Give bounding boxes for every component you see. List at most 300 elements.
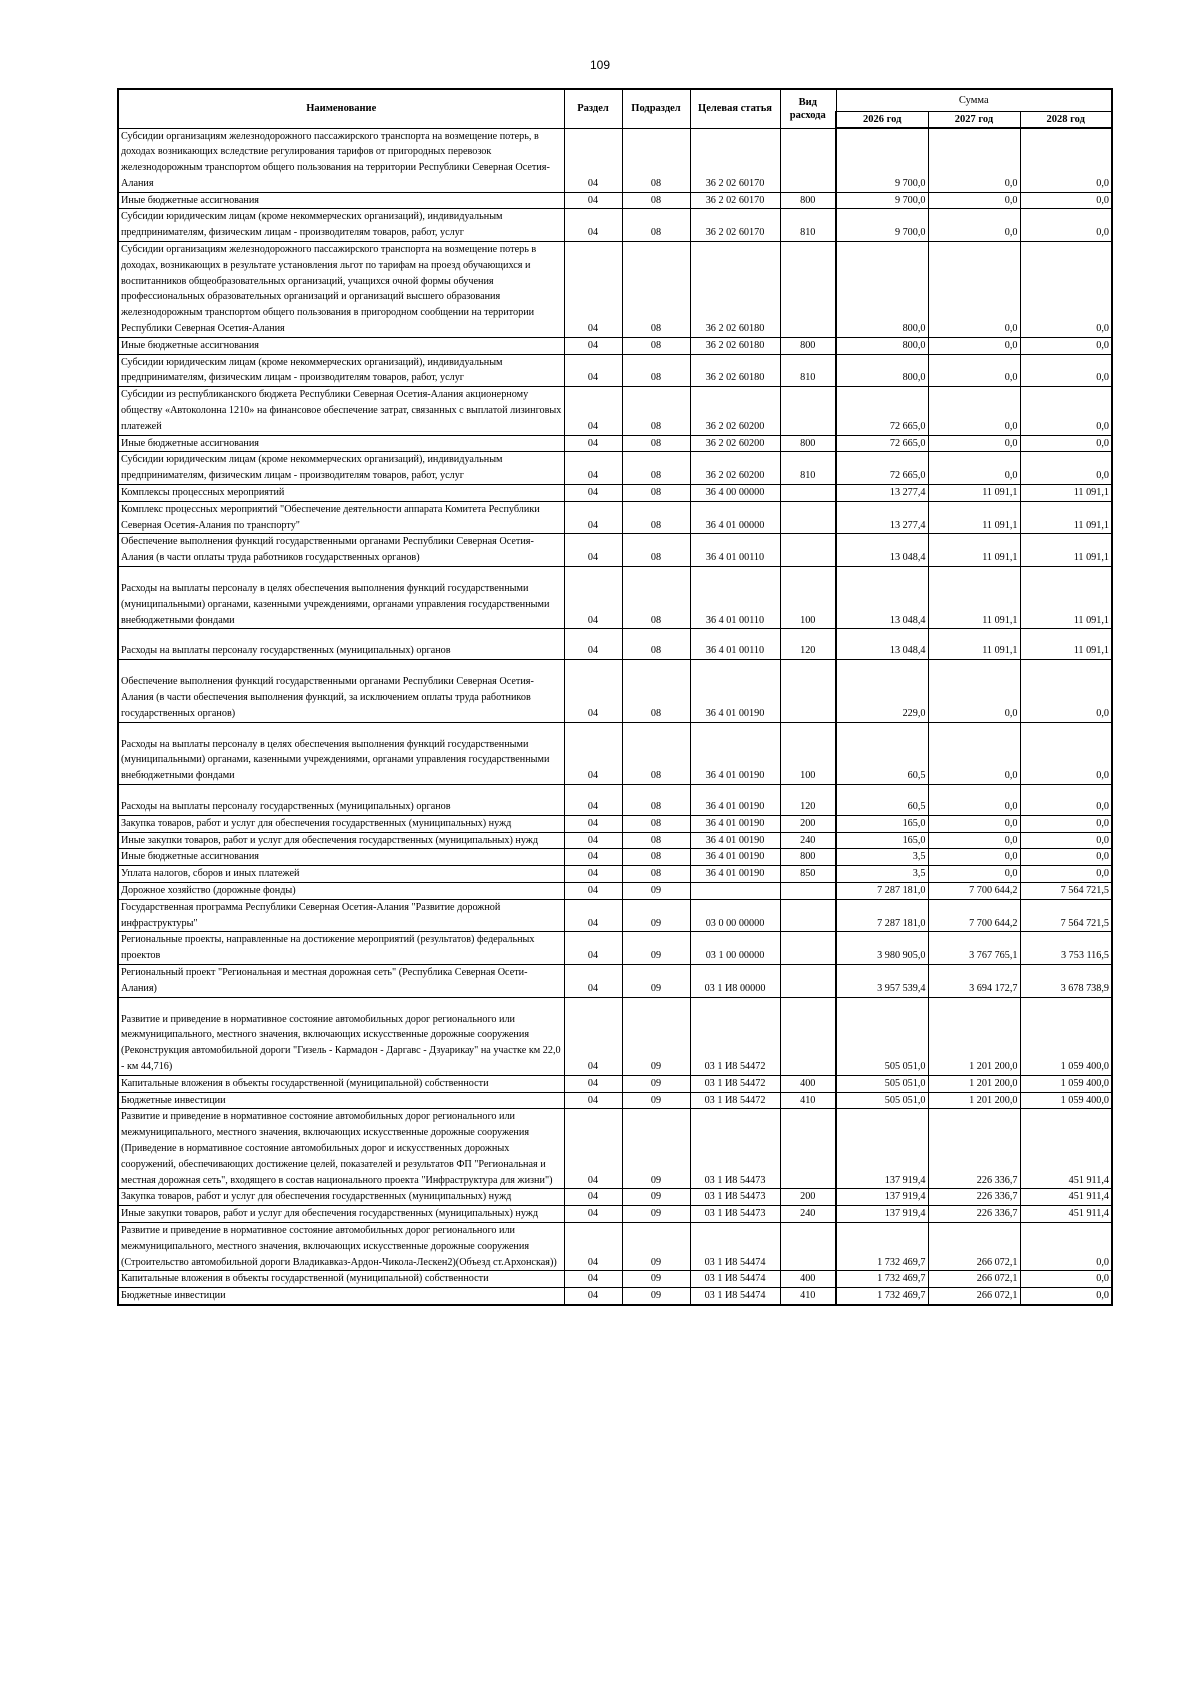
- cell-expense-type: 810: [780, 452, 836, 485]
- cell-section: 04: [564, 242, 622, 338]
- cell-2026: 1 732 469,7: [836, 1222, 928, 1270]
- cell-section: 04: [564, 501, 622, 534]
- cell-section: 04: [564, 866, 622, 883]
- cell-section: 04: [564, 784, 622, 815]
- cell-subsection: 09: [622, 1288, 690, 1305]
- cell-section: 04: [564, 387, 622, 435]
- cell-subsection: 08: [622, 629, 690, 660]
- cell-target: 36 2 02 60180: [690, 354, 780, 387]
- table-row: [118, 242, 1112, 338]
- cell-section: 04: [564, 567, 622, 629]
- cell-2027: 226 336,7: [928, 1189, 1020, 1206]
- cell-2026: 9 700,0: [836, 192, 928, 209]
- cell-2026: 505 051,0: [836, 1092, 928, 1109]
- cell-2028: 451 911,4: [1020, 1109, 1112, 1189]
- cell-section: 04: [564, 128, 622, 192]
- cell-2028: 3 753 116,5: [1020, 932, 1112, 965]
- cell-subsection: 09: [622, 932, 690, 965]
- header-expense-type: Вид расхода: [780, 89, 836, 128]
- cell-section: 04: [564, 209, 622, 242]
- cell-2026: 505 051,0: [836, 997, 928, 1075]
- cell-expense-type: [780, 964, 836, 997]
- cell-expense-type: 810: [780, 354, 836, 387]
- cell-expense-type: [780, 387, 836, 435]
- cell-2026: 13 048,4: [836, 534, 928, 567]
- cell-name: Уплата налогов, сборов и иных платежей: [118, 866, 564, 883]
- cell-2028: 7 564 721,5: [1020, 899, 1112, 932]
- cell-name: Комплексы процессных мероприятий: [118, 485, 564, 502]
- cell-name: Комплекс процессных мероприятий "Обеспечение деятельности аппарата Комитета Республики Северная Осетия-Алания по транспорту": [118, 501, 564, 534]
- cell-expense-type: 400: [780, 1075, 836, 1092]
- cell-target: 03 1 И8 54473: [690, 1109, 780, 1189]
- cell-section: 04: [564, 932, 622, 965]
- table-row: [118, 932, 1112, 965]
- cell-subsection: 08: [622, 128, 690, 192]
- cell-name: Субсидии из республиканского бюджета Республики Северная Осетия-Алания акционерному обществу «Автоколонна 1210» на финансовое обеспечение затрат, связанных с выплатой лизинговых платежей: [118, 387, 564, 435]
- cell-expense-type: [780, 882, 836, 899]
- header-2028: 2028 год: [1020, 112, 1112, 129]
- cell-target: 03 1 И8 00000: [690, 964, 780, 997]
- cell-2027: 266 072,1: [928, 1288, 1020, 1305]
- cell-expense-type: 200: [780, 1189, 836, 1206]
- cell-subsection: 08: [622, 784, 690, 815]
- cell-2028: 1 059 400,0: [1020, 1075, 1112, 1092]
- cell-section: 04: [564, 722, 622, 784]
- cell-section: 04: [564, 1288, 622, 1305]
- cell-2027: 226 336,7: [928, 1206, 1020, 1223]
- cell-2026: 800,0: [836, 242, 928, 338]
- cell-subsection: 08: [622, 722, 690, 784]
- table-row: [118, 899, 1112, 932]
- cell-2028: 0,0: [1020, 722, 1112, 784]
- cell-name: Развитие и приведение в нормативное состояние автомобильных дорог регионального или межмуниципального, местного значения, включающих искусственные дорожные сооружения (Строительство автомобильной дороги Владикавказ-Ардон-Чикола-Лескен2)(Объезд ст.Архонская)): [118, 1222, 564, 1270]
- cell-section: 04: [564, 1222, 622, 1270]
- cell-name: Расходы на выплаты персоналу в целях обеспечения выполнения функций государственными (муниципальными) органами, казенными учреждениями, органами управления государственными внебюджетными фондами: [118, 722, 564, 784]
- cell-2026: 13 048,4: [836, 629, 928, 660]
- cell-section: 04: [564, 849, 622, 866]
- table-row: [118, 997, 1112, 1075]
- cell-2027: 0,0: [928, 452, 1020, 485]
- table-row: [118, 1288, 1112, 1305]
- cell-2026: 3,5: [836, 849, 928, 866]
- table-row: [118, 832, 1112, 849]
- cell-2027: 1 201 200,0: [928, 1075, 1020, 1092]
- cell-2027: 0,0: [928, 128, 1020, 192]
- table-row: [118, 1222, 1112, 1270]
- cell-expense-type: 120: [780, 629, 836, 660]
- cell-2026: 7 287 181,0: [836, 882, 928, 899]
- cell-subsection: 09: [622, 1222, 690, 1270]
- cell-name: Субсидии юридическим лицам (кроме некоммерческих организаций), индивидуальным предпринимателям, физическим лицам - производителям товаров, работ, услуг: [118, 209, 564, 242]
- table-row: [118, 192, 1112, 209]
- cell-name: Иные бюджетные ассигнования: [118, 192, 564, 209]
- cell-expense-type: [780, 1109, 836, 1189]
- cell-name: Региональные проекты, направленные на достижение мероприятий (результатов) федеральных проектов: [118, 932, 564, 965]
- table-row: [118, 882, 1112, 899]
- cell-2026: 9 700,0: [836, 209, 928, 242]
- cell-2027: 266 072,1: [928, 1271, 1020, 1288]
- cell-target: [690, 882, 780, 899]
- cell-section: 04: [564, 1092, 622, 1109]
- cell-2027: 0,0: [928, 192, 1020, 209]
- cell-name: Иные закупки товаров, работ и услуг для обеспечения государственных (муниципальных) нужд: [118, 1206, 564, 1223]
- table-row: [118, 866, 1112, 883]
- cell-subsection: 08: [622, 567, 690, 629]
- cell-2028: 451 911,4: [1020, 1206, 1112, 1223]
- cell-name: Иные бюджетные ассигнования: [118, 435, 564, 452]
- cell-expense-type: [780, 485, 836, 502]
- cell-2028: 1 059 400,0: [1020, 997, 1112, 1075]
- table-row: [118, 1075, 1112, 1092]
- cell-expense-type: [780, 997, 836, 1075]
- cell-subsection: 08: [622, 866, 690, 883]
- table-row: [118, 629, 1112, 660]
- cell-2026: 3 980 905,0: [836, 932, 928, 965]
- cell-2027: 0,0: [928, 849, 1020, 866]
- cell-target: 36 4 01 00190: [690, 849, 780, 866]
- cell-2028: 0,0: [1020, 1222, 1112, 1270]
- cell-subsection: 08: [622, 501, 690, 534]
- cell-target: 36 4 01 00190: [690, 660, 780, 722]
- cell-2028: 0,0: [1020, 354, 1112, 387]
- cell-section: 04: [564, 660, 622, 722]
- cell-section: 04: [564, 832, 622, 849]
- cell-2028: 0,0: [1020, 452, 1112, 485]
- cell-section: 04: [564, 1109, 622, 1189]
- cell-subsection: 09: [622, 1075, 690, 1092]
- cell-subsection: 08: [622, 832, 690, 849]
- table-row: [118, 534, 1112, 567]
- table-row: [118, 784, 1112, 815]
- cell-subsection: 09: [622, 997, 690, 1075]
- table-row: [118, 815, 1112, 832]
- cell-2026: 72 665,0: [836, 452, 928, 485]
- table-row: [118, 660, 1112, 722]
- cell-2028: 3 678 738,9: [1020, 964, 1112, 997]
- cell-target: 03 0 00 00000: [690, 899, 780, 932]
- cell-section: 04: [564, 629, 622, 660]
- cell-target: 36 2 02 60170: [690, 209, 780, 242]
- cell-section: 04: [564, 1075, 622, 1092]
- cell-section: 04: [564, 485, 622, 502]
- cell-name: Расходы на выплаты персоналу в целях обеспечения выполнения функций государственными (муниципальными) органами, казенными учреждениями, органами управления государственными внебюджетными фондами: [118, 567, 564, 629]
- table-row: [118, 128, 1112, 192]
- cell-subsection: 08: [622, 534, 690, 567]
- cell-target: 03 1 И8 54472: [690, 1075, 780, 1092]
- header-2026: 2026 год: [836, 112, 928, 129]
- cell-2026: 72 665,0: [836, 435, 928, 452]
- cell-2027: 11 091,1: [928, 485, 1020, 502]
- table-row: [118, 387, 1112, 435]
- table-row: [118, 452, 1112, 485]
- cell-target: 36 2 02 60170: [690, 128, 780, 192]
- cell-2028: 11 091,1: [1020, 501, 1112, 534]
- cell-target: 36 2 02 60180: [690, 337, 780, 354]
- cell-section: 04: [564, 354, 622, 387]
- cell-subsection: 08: [622, 192, 690, 209]
- cell-2028: 0,0: [1020, 849, 1112, 866]
- cell-subsection: 09: [622, 882, 690, 899]
- table-row: [118, 1092, 1112, 1109]
- header-2027: 2027 год: [928, 112, 1020, 129]
- cell-2027: 0,0: [928, 435, 1020, 452]
- table-row: [118, 849, 1112, 866]
- table-row: [118, 1206, 1112, 1223]
- cell-expense-type: [780, 932, 836, 965]
- table-row: [118, 722, 1112, 784]
- cell-name: Капитальные вложения в объекты государственной (муниципальной) собственности: [118, 1075, 564, 1092]
- cell-subsection: 09: [622, 1189, 690, 1206]
- cell-section: 04: [564, 435, 622, 452]
- header-subsection: Подраздел: [622, 89, 690, 128]
- cell-section: 04: [564, 534, 622, 567]
- cell-2027: 0,0: [928, 832, 1020, 849]
- cell-2026: 1 732 469,7: [836, 1271, 928, 1288]
- cell-subsection: 09: [622, 1109, 690, 1189]
- cell-target: 36 4 01 00190: [690, 722, 780, 784]
- cell-2026: 72 665,0: [836, 387, 928, 435]
- cell-section: 04: [564, 964, 622, 997]
- table-row: [118, 964, 1112, 997]
- cell-target: 36 4 00 00000: [690, 485, 780, 502]
- cell-2026: 13 048,4: [836, 567, 928, 629]
- cell-2027: 1 201 200,0: [928, 1092, 1020, 1109]
- cell-2027: 0,0: [928, 337, 1020, 354]
- cell-name: Расходы на выплаты персоналу государственных (муниципальных) органов: [118, 629, 564, 660]
- cell-2028: 0,0: [1020, 387, 1112, 435]
- cell-target: 03 1 И8 54474: [690, 1271, 780, 1288]
- cell-2026: 60,5: [836, 784, 928, 815]
- table-row: [118, 1189, 1112, 1206]
- cell-2028: 0,0: [1020, 128, 1112, 192]
- header-name: Наименование: [118, 89, 564, 128]
- header-sum: Сумма: [836, 89, 1112, 112]
- cell-2027: 1 201 200,0: [928, 997, 1020, 1075]
- cell-2028: 0,0: [1020, 832, 1112, 849]
- cell-name: Обеспечение выполнения функций государственными органами Республики Северная Осетия-Алания (в части обеспечения выполнения функций, за исключением оплаты труда работников государственных органов): [118, 660, 564, 722]
- cell-2028: 0,0: [1020, 1288, 1112, 1305]
- cell-subsection: 08: [622, 435, 690, 452]
- cell-name: Капитальные вложения в объекты государственной (муниципальной) собственности: [118, 1271, 564, 1288]
- cell-expense-type: 400: [780, 1271, 836, 1288]
- cell-2026: 13 277,4: [836, 485, 928, 502]
- cell-expense-type: [780, 501, 836, 534]
- cell-expense-type: 100: [780, 567, 836, 629]
- cell-expense-type: [780, 534, 836, 567]
- cell-2026: 137 919,4: [836, 1189, 928, 1206]
- cell-target: 03 1 И8 54474: [690, 1222, 780, 1270]
- cell-subsection: 09: [622, 899, 690, 932]
- cell-target: 36 4 01 00110: [690, 567, 780, 629]
- table-row: [118, 1271, 1112, 1288]
- table-header: [118, 89, 1112, 128]
- cell-name: Развитие и приведение в нормативное состояние автомобильных дорог регионального или межмуниципального, местного значения, включающих искусственные дорожные сооружения (Реконструкция автомобильной дороги "Гизель - Кармадон - Даргавс - Дзуарикау" на участке км 22,0 - км 44,716): [118, 997, 564, 1075]
- table-row: [118, 209, 1112, 242]
- table-row: [118, 567, 1112, 629]
- cell-target: 36 2 02 60200: [690, 435, 780, 452]
- cell-2027: 266 072,1: [928, 1222, 1020, 1270]
- cell-name: Иные закупки товаров, работ и услуг для обеспечения государственных (муниципальных) нужд: [118, 832, 564, 849]
- cell-2027: 0,0: [928, 866, 1020, 883]
- cell-2027: 0,0: [928, 815, 1020, 832]
- cell-expense-type: 200: [780, 815, 836, 832]
- cell-2026: 800,0: [836, 337, 928, 354]
- cell-name: Закупка товаров, работ и услуг для обеспечения государственных (муниципальных) нужд: [118, 815, 564, 832]
- cell-expense-type: 800: [780, 192, 836, 209]
- cell-2027: 226 336,7: [928, 1109, 1020, 1189]
- header-target: Целевая статья: [690, 89, 780, 128]
- cell-name: Иные бюджетные ассигнования: [118, 337, 564, 354]
- cell-name: Государственная программа Республики Северная Осетия-Алания "Развитие дорожной инфраструктуры": [118, 899, 564, 932]
- cell-target: 36 4 01 00190: [690, 832, 780, 849]
- cell-target: 36 2 02 60200: [690, 387, 780, 435]
- cell-target: 03 1 И8 54473: [690, 1206, 780, 1223]
- cell-section: 04: [564, 1271, 622, 1288]
- cell-2026: 137 919,4: [836, 1109, 928, 1189]
- cell-section: 04: [564, 882, 622, 899]
- table-row: [118, 337, 1112, 354]
- table-row: [118, 485, 1112, 502]
- cell-expense-type: 100: [780, 722, 836, 784]
- cell-name: Субсидии юридическим лицам (кроме некоммерческих организаций), индивидуальным предпринимателям, физическим лицам - производителям товаров, работ, услуг: [118, 452, 564, 485]
- cell-expense-type: 240: [780, 1206, 836, 1223]
- cell-expense-type: [780, 242, 836, 338]
- cell-section: 04: [564, 192, 622, 209]
- cell-2027: 0,0: [928, 784, 1020, 815]
- cell-section: 04: [564, 452, 622, 485]
- cell-2027: 11 091,1: [928, 567, 1020, 629]
- cell-expense-type: [780, 1222, 836, 1270]
- cell-2028: 11 091,1: [1020, 567, 1112, 629]
- cell-expense-type: 810: [780, 209, 836, 242]
- cell-expense-type: [780, 128, 836, 192]
- cell-expense-type: 800: [780, 435, 836, 452]
- cell-2026: 7 287 181,0: [836, 899, 928, 932]
- cell-2027: 0,0: [928, 242, 1020, 338]
- cell-2028: 0,0: [1020, 192, 1112, 209]
- cell-subsection: 09: [622, 1206, 690, 1223]
- table-body: [118, 128, 1112, 1305]
- cell-target: 36 4 01 00190: [690, 866, 780, 883]
- table-row: [118, 435, 1112, 452]
- cell-name: Расходы на выплаты персоналу государственных (муниципальных) органов: [118, 784, 564, 815]
- cell-target: 36 4 01 00000: [690, 501, 780, 534]
- cell-subsection: 08: [622, 242, 690, 338]
- cell-2028: 1 059 400,0: [1020, 1092, 1112, 1109]
- cell-expense-type: 410: [780, 1092, 836, 1109]
- cell-target: 36 2 02 60170: [690, 192, 780, 209]
- cell-target: 03 1 И8 54474: [690, 1288, 780, 1305]
- cell-section: 04: [564, 1206, 622, 1223]
- cell-2026: 1 732 469,7: [836, 1288, 928, 1305]
- cell-subsection: 09: [622, 964, 690, 997]
- cell-name: Иные бюджетные ассигнования: [118, 849, 564, 866]
- cell-subsection: 08: [622, 452, 690, 485]
- table-row: [118, 501, 1112, 534]
- cell-2027: 7 700 644,2: [928, 899, 1020, 932]
- cell-2027: 11 091,1: [928, 629, 1020, 660]
- cell-target: 03 1 И8 54472: [690, 1092, 780, 1109]
- cell-2026: 165,0: [836, 815, 928, 832]
- cell-target: 36 2 02 60180: [690, 242, 780, 338]
- cell-2027: 11 091,1: [928, 534, 1020, 567]
- cell-section: 04: [564, 815, 622, 832]
- cell-subsection: 09: [622, 1092, 690, 1109]
- cell-name: Дорожное хозяйство (дорожные фонды): [118, 882, 564, 899]
- cell-2028: 7 564 721,5: [1020, 882, 1112, 899]
- cell-subsection: 09: [622, 1271, 690, 1288]
- cell-name: Бюджетные инвестиции: [118, 1288, 564, 1305]
- cell-name: Субсидии организациям железнодорожного пассажирского транспорта на возмещение потерь, в доходах возникающих вследствие регулирования тарифов от пригородных перевозок железнодорожным транспортом общего пользования на территории Республики Северная Осетия-Алания: [118, 128, 564, 192]
- cell-2027: 3 694 172,7: [928, 964, 1020, 997]
- cell-expense-type: [780, 660, 836, 722]
- cell-target: 03 1 И8 54473: [690, 1189, 780, 1206]
- cell-2027: 0,0: [928, 722, 1020, 784]
- cell-2028: 451 911,4: [1020, 1189, 1112, 1206]
- cell-2028: 11 091,1: [1020, 485, 1112, 502]
- cell-target: 03 1 И8 54472: [690, 997, 780, 1075]
- cell-section: 04: [564, 997, 622, 1075]
- cell-section: 04: [564, 899, 622, 932]
- cell-target: 03 1 00 00000: [690, 932, 780, 965]
- cell-2026: 60,5: [836, 722, 928, 784]
- cell-2026: 137 919,4: [836, 1206, 928, 1223]
- cell-2028: 0,0: [1020, 435, 1112, 452]
- cell-2028: 0,0: [1020, 209, 1112, 242]
- cell-2027: 0,0: [928, 660, 1020, 722]
- cell-2026: 505 051,0: [836, 1075, 928, 1092]
- budget-table: [117, 88, 1113, 1306]
- cell-2028: 11 091,1: [1020, 534, 1112, 567]
- cell-name: Развитие и приведение в нормативное состояние автомобильных дорог регионального или межмуниципального, местного значения, включающих искусственные дорожные сооружения (Приведение в нормативное состояние автомобильных дорог и искусственных дорожных сооружений, обеспечивающих достижение целей, показателей и результатов ФП "Региональная и местная дорожная сеть", входящего в состав национального проекта "Инфраструктура для жизни"): [118, 1109, 564, 1189]
- cell-subsection: 08: [622, 337, 690, 354]
- cell-expense-type: 850: [780, 866, 836, 883]
- cell-2026: 165,0: [836, 832, 928, 849]
- page-number: 109: [589, 58, 611, 72]
- cell-name: Региональный проект "Региональная и местная дорожная сеть" (Республика Северная Осети-Алания): [118, 964, 564, 997]
- cell-2026: 3,5: [836, 866, 928, 883]
- cell-name: Субсидии организациям железнодорожного пассажирского транспорта на возмещение потерь в доходах, возникающих в результате установления льгот по тарифам на проезд обучающихся и воспитанников общеобразовательных организаций, учащихся очной формы обучения профессиональных образовательных организаций и организаций высшего образования железнодорожным транспортом общего пользования в пригородном сообщении на территории Республики Северная Осетия-Алания: [118, 242, 564, 338]
- cell-expense-type: 120: [780, 784, 836, 815]
- cell-subsection: 08: [622, 485, 690, 502]
- cell-subsection: 08: [622, 660, 690, 722]
- cell-2026: 13 277,4: [836, 501, 928, 534]
- cell-subsection: 08: [622, 815, 690, 832]
- table-row: [118, 1109, 1112, 1189]
- cell-subsection: 08: [622, 387, 690, 435]
- cell-2028: 0,0: [1020, 1271, 1112, 1288]
- cell-target: 36 4 01 00190: [690, 815, 780, 832]
- cell-section: 04: [564, 1189, 622, 1206]
- cell-2028: 0,0: [1020, 660, 1112, 722]
- cell-subsection: 08: [622, 209, 690, 242]
- cell-2027: 7 700 644,2: [928, 882, 1020, 899]
- cell-2028: 0,0: [1020, 337, 1112, 354]
- cell-2026: 9 700,0: [836, 128, 928, 192]
- cell-target: 36 4 01 00190: [690, 784, 780, 815]
- cell-2027: 11 091,1: [928, 501, 1020, 534]
- cell-target: 36 4 01 00110: [690, 629, 780, 660]
- cell-target: 36 4 01 00110: [690, 534, 780, 567]
- cell-expense-type: 410: [780, 1288, 836, 1305]
- cell-subsection: 08: [622, 849, 690, 866]
- cell-subsection: 08: [622, 354, 690, 387]
- cell-2026: 3 957 539,4: [836, 964, 928, 997]
- cell-target: 36 2 02 60200: [690, 452, 780, 485]
- cell-name: Обеспечение выполнения функций государственными органами Республики Северная Осетия-Алания (в части оплаты труда работников государственных органов): [118, 534, 564, 567]
- cell-2028: 0,0: [1020, 242, 1112, 338]
- cell-2028: 11 091,1: [1020, 629, 1112, 660]
